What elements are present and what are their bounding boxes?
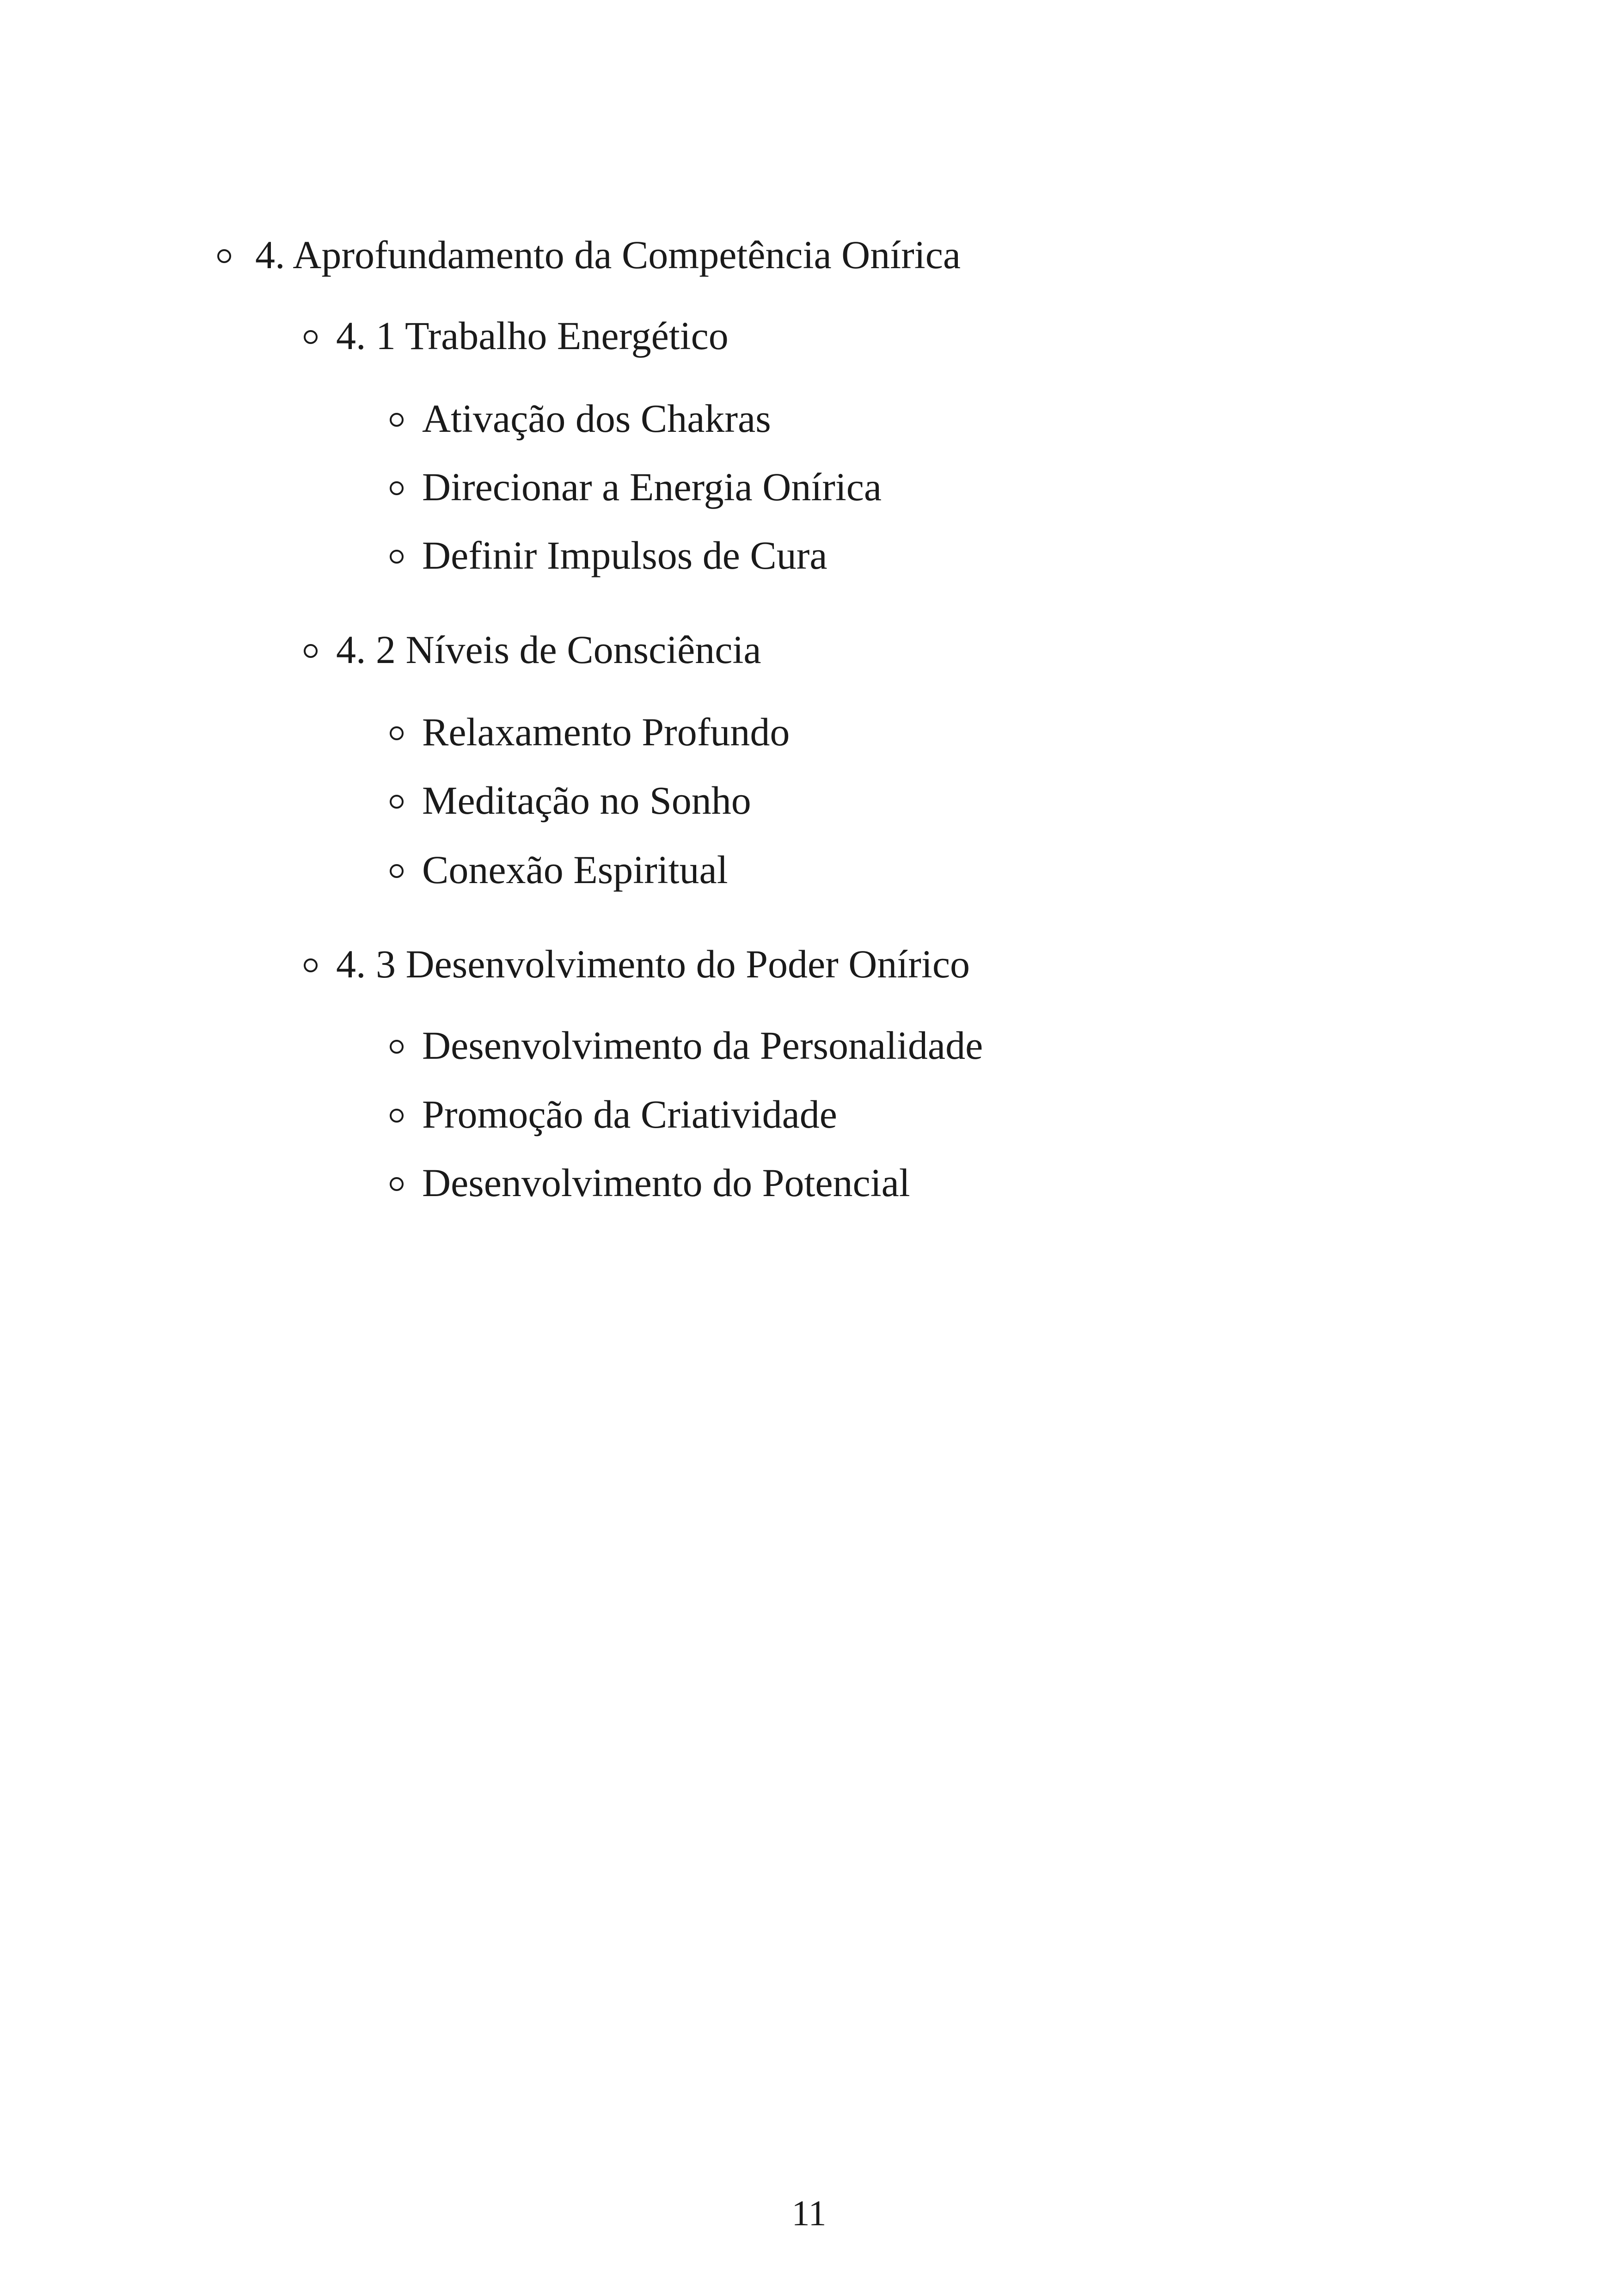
hollow-circle-bullet-icon — [390, 726, 404, 740]
outline-section-4 — [217, 235, 961, 275]
hollow-circle-bullet-icon — [390, 481, 404, 495]
hollow-circle-bullet-icon — [390, 864, 404, 878]
hollow-circle-bullet-icon — [390, 1040, 404, 1054]
outline-item — [390, 1094, 837, 1134]
outline-item — [390, 712, 790, 752]
hollow-circle-bullet-icon — [390, 550, 404, 564]
page-number: 11 — [791, 2193, 827, 2233]
item-label: Desenvolvimento da Personalidade — [422, 1023, 983, 1068]
item-label: Desenvolvimento do Potencial — [422, 1160, 910, 1205]
outline-item — [390, 847, 728, 892]
outline-subsection-4-1 — [304, 313, 729, 358]
outline-item — [390, 467, 882, 507]
outline-item — [390, 1160, 910, 1205]
item-label: Direcionar a Energia Onírica — [422, 465, 882, 509]
hollow-circle-bullet-icon — [390, 795, 404, 809]
hollow-circle-bullet-icon — [390, 1177, 404, 1191]
outline-item — [390, 396, 771, 441]
hollow-circle-bullet-icon — [304, 330, 318, 344]
item-label: Definir Impulsos de Cura — [422, 533, 827, 577]
item-label: Conexão Espiritual — [422, 847, 728, 892]
subsection-title: 4. 3 Desenvolvimento do Poder Onírico — [336, 942, 970, 986]
item-label: Relaxamento Profundo — [422, 710, 790, 754]
outline-subsection-4-2 — [304, 627, 761, 672]
hollow-circle-bullet-icon — [390, 1109, 404, 1123]
hollow-circle-bullet-icon — [304, 958, 318, 972]
subsection-title: 4. 2 Níveis de Consciência — [336, 627, 761, 672]
item-label: Meditação no Sonho — [422, 778, 751, 823]
outline-item — [390, 535, 827, 575]
outline-item — [390, 1023, 983, 1068]
section-title: 4. Aprofundamento da Competência Onírica — [255, 233, 961, 277]
item-label: Ativação dos Chakras — [422, 396, 771, 441]
outline-subsection-4-3 — [304, 944, 970, 984]
hollow-circle-bullet-icon — [390, 413, 404, 427]
item-label: Promoção da Criatividade — [422, 1092, 837, 1136]
hollow-circle-bullet-icon — [217, 249, 231, 263]
hollow-circle-bullet-icon — [304, 644, 318, 658]
outline-item — [390, 778, 751, 823]
subsection-title: 4. 1 Trabalho Energético — [336, 313, 729, 358]
